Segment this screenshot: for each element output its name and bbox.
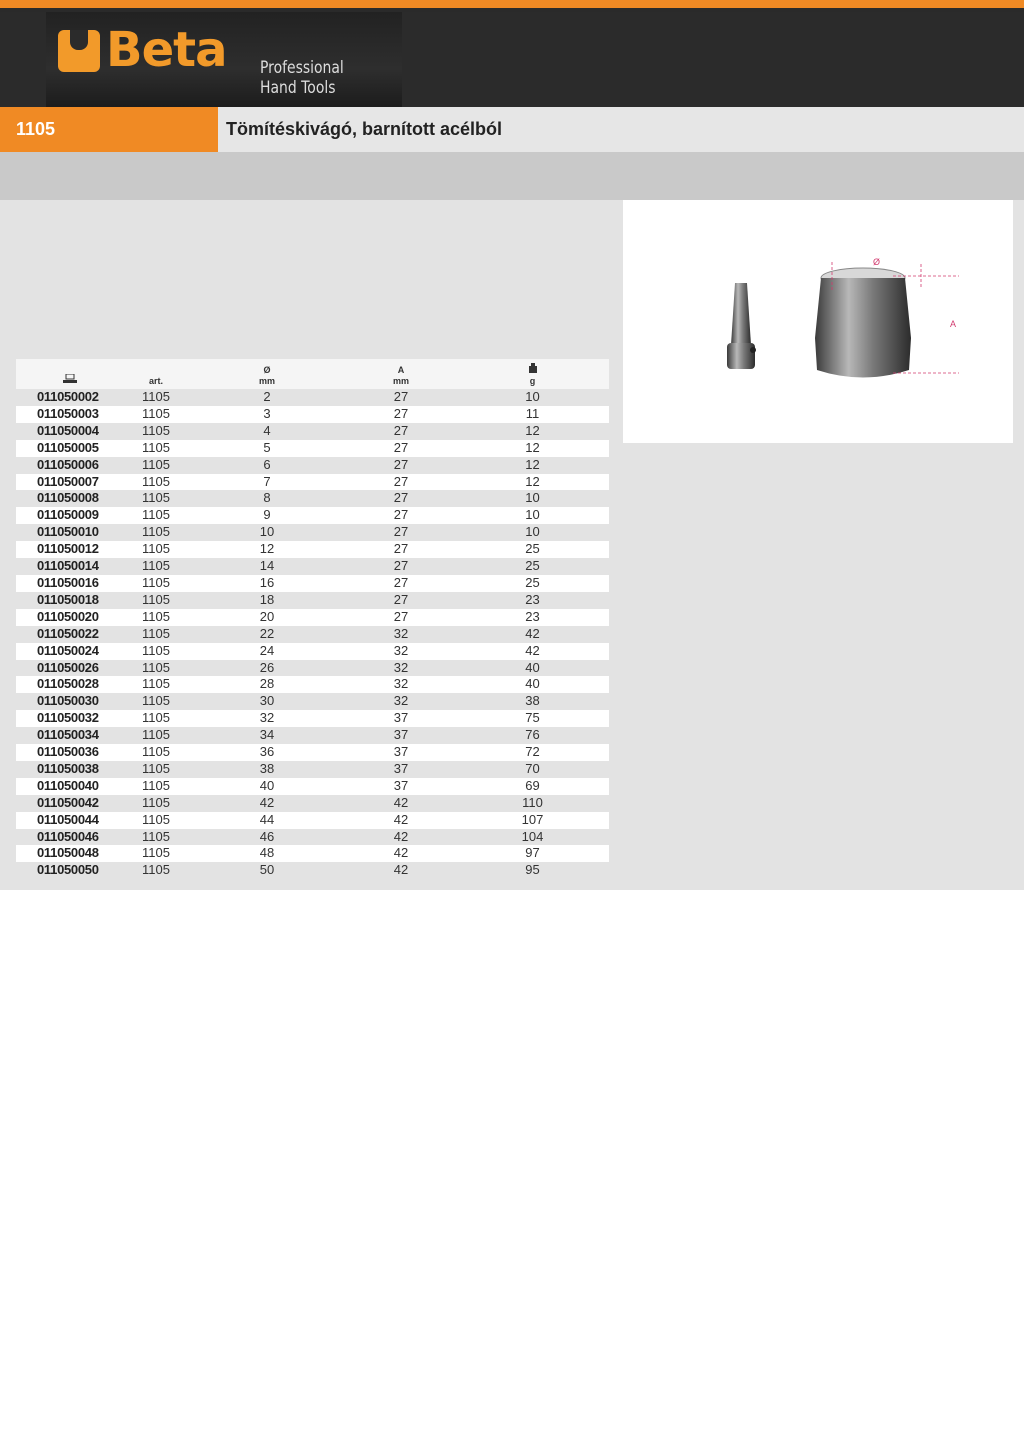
- table-row: [16, 457, 609, 474]
- cell-weight: 76: [525, 727, 540, 743]
- cell-height: 32: [393, 625, 409, 641]
- cell-diameter: 6: [263, 456, 271, 472]
- cell-code: 011050022: [37, 625, 99, 641]
- cell-height: 37: [393, 744, 409, 760]
- table-row: [16, 845, 609, 862]
- cell-code: 011050036: [37, 744, 99, 760]
- cell-code: 011050010: [37, 524, 99, 540]
- cell-code: 011050018: [37, 591, 99, 607]
- cell-article: 1105: [142, 541, 170, 557]
- table-row: [16, 676, 609, 693]
- cell-article: 1105: [142, 574, 170, 590]
- cell-diameter: 24: [259, 642, 275, 658]
- cell-height: 27: [393, 405, 409, 421]
- cell-weight: 12: [525, 456, 540, 472]
- cell-weight: 72: [525, 744, 540, 760]
- brand-name: Beta: [106, 22, 227, 78]
- cell-height: 37: [393, 760, 409, 776]
- cell-diameter: 30: [259, 693, 275, 709]
- table-row: [16, 524, 609, 541]
- cell-article: 1105: [142, 693, 170, 709]
- cell-diameter: 28: [259, 676, 275, 692]
- cell-diameter: 34: [259, 727, 275, 743]
- cell-weight: 107: [521, 811, 544, 827]
- column-header-art: art.: [148, 376, 163, 386]
- table-row: [16, 744, 609, 761]
- cell-weight: 10: [525, 490, 540, 506]
- cell-article: 1105: [142, 744, 170, 760]
- cell-height: 27: [393, 490, 409, 506]
- cell-weight: 110: [522, 794, 543, 810]
- cell-article: 1105: [142, 507, 170, 523]
- cell-diameter: 44: [259, 811, 275, 827]
- wrench-icon: [58, 30, 100, 72]
- cell-article: 1105: [142, 558, 170, 574]
- cell-diameter: 36: [259, 744, 275, 760]
- cell-code: 011050006: [37, 456, 99, 472]
- cell-height: 32: [393, 676, 409, 692]
- cell-weight: 40: [525, 676, 540, 692]
- cell-weight: 12: [525, 473, 540, 489]
- cell-height: 27: [393, 524, 409, 540]
- cell-diameter: 5: [263, 439, 271, 455]
- cell-diameter: 50: [259, 862, 275, 878]
- table-row: [16, 440, 609, 457]
- cell-code: 011050046: [37, 828, 99, 844]
- cell-code: 011050048: [37, 845, 99, 861]
- cell-article: 1105: [142, 710, 170, 726]
- catalog-code-icon: [63, 374, 77, 384]
- cell-diameter: 26: [259, 659, 275, 675]
- cell-diameter: 22: [259, 625, 275, 641]
- cell-diameter: 2: [263, 389, 271, 404]
- cell-diameter: 9: [263, 507, 271, 523]
- cell-diameter: 20: [259, 608, 275, 624]
- table-row: [16, 829, 609, 846]
- cell-diameter: 8: [263, 490, 271, 506]
- cell-height: 42: [393, 862, 409, 878]
- cell-weight: 12: [525, 422, 540, 438]
- table-row: [16, 490, 609, 507]
- cell-article: 1105: [142, 439, 170, 455]
- brand-tagline: Professional Hand Tools: [260, 58, 344, 98]
- cell-height: 42: [393, 828, 409, 844]
- table-row: [16, 474, 609, 491]
- cell-weight: 25: [525, 541, 540, 557]
- table-row: [16, 761, 609, 778]
- cell-article: 1105: [142, 490, 170, 506]
- cell-diameter: 10: [259, 524, 275, 540]
- cell-code: 011050014: [37, 558, 99, 574]
- cell-code: 011050026: [37, 659, 99, 675]
- cell-height: 32: [393, 693, 409, 709]
- cell-weight: 11: [525, 405, 540, 421]
- cell-code: 011050038: [37, 760, 99, 776]
- cell-diameter: 18: [259, 591, 275, 607]
- cell-code: 011050009: [37, 507, 99, 523]
- cell-diameter: 38: [259, 760, 275, 776]
- table-row: [16, 660, 609, 677]
- cell-height: 42: [393, 811, 409, 827]
- cell-code: 011050007: [37, 473, 99, 489]
- cell-article: 1105: [142, 828, 170, 844]
- cell-article: 1105: [142, 405, 170, 421]
- cell-diameter: 12: [259, 541, 275, 557]
- product-illustration: [623, 200, 1013, 443]
- cell-diameter: 40: [259, 777, 275, 793]
- cell-weight: 25: [525, 574, 540, 590]
- cell-diameter: 3: [263, 405, 271, 421]
- cell-code: 011050042: [37, 794, 99, 810]
- title-bar: [0, 107, 1024, 152]
- table-row: [16, 541, 609, 558]
- cell-weight: 70: [525, 760, 540, 776]
- cell-weight: 97: [525, 845, 540, 861]
- product-code: 1105: [0, 107, 218, 152]
- product-table: [16, 359, 609, 879]
- table-row: [16, 507, 609, 524]
- table-row: [16, 812, 609, 829]
- cell-height: 27: [393, 507, 409, 523]
- table-row: [16, 609, 609, 626]
- weight-icon: [529, 363, 537, 373]
- column-header-code: [16, 359, 124, 389]
- table-row: [16, 406, 609, 423]
- cell-weight: 23: [525, 608, 540, 624]
- cell-weight: 38: [525, 693, 540, 709]
- cell-article: 1105: [142, 845, 170, 861]
- cell-article: 1105: [142, 389, 170, 404]
- table-header-row: [16, 359, 609, 389]
- cell-article: 1105: [142, 794, 170, 810]
- table-row: [16, 558, 609, 575]
- cell-diameter: 46: [259, 828, 275, 844]
- table-row: [16, 389, 609, 406]
- cell-weight: 95: [525, 862, 540, 878]
- table-row: [16, 795, 609, 812]
- table-row: [16, 727, 609, 744]
- cell-height: 32: [393, 642, 409, 658]
- cell-weight: 10: [525, 524, 540, 540]
- cell-article: 1105: [142, 676, 170, 692]
- cell-height: 37: [393, 710, 409, 726]
- column-header-diameter: Ø mm: [258, 365, 275, 386]
- top-accent-bar: [0, 0, 1024, 12]
- cell-height: 27: [393, 541, 409, 557]
- cell-code: 011050024: [37, 642, 99, 658]
- cell-article: 1105: [142, 777, 170, 793]
- cell-article: 1105: [142, 659, 170, 675]
- cell-height: 27: [393, 591, 409, 607]
- cell-code: 011050004: [37, 422, 99, 438]
- cell-diameter: 7: [263, 473, 271, 489]
- cell-weight: 75: [525, 710, 540, 726]
- cell-code: 011050032: [37, 710, 99, 726]
- product-image: [623, 200, 1013, 443]
- cell-code: 011050016: [37, 574, 99, 590]
- header: [0, 12, 1024, 107]
- cell-code: 011050008: [37, 490, 99, 506]
- cell-code: 011050044: [37, 811, 99, 827]
- cell-diameter: 32: [259, 710, 275, 726]
- table-row: [16, 693, 609, 710]
- cell-height: 27: [393, 456, 409, 472]
- cell-article: 1105: [142, 608, 170, 624]
- cell-article: 1105: [142, 642, 170, 658]
- large-punch-icon: [815, 268, 911, 378]
- cell-height: 27: [393, 473, 409, 489]
- table-row: [16, 423, 609, 440]
- cell-code: 011050002: [37, 389, 99, 404]
- cell-weight: 104: [521, 828, 544, 844]
- cell-height: 27: [393, 439, 409, 455]
- cell-code: 011050028: [37, 676, 99, 692]
- cell-height: 27: [393, 608, 409, 624]
- cell-weight: 42: [525, 642, 540, 658]
- table-row: [16, 592, 609, 609]
- table-row: [16, 626, 609, 643]
- table-row: [16, 710, 609, 727]
- cell-weight: 23: [525, 591, 540, 607]
- cell-diameter: 16: [259, 574, 275, 590]
- cell-article: 1105: [142, 811, 170, 827]
- cell-height: 37: [393, 777, 409, 793]
- brand-logo: [46, 12, 402, 107]
- cell-weight: 10: [525, 507, 540, 523]
- cell-height: 27: [393, 574, 409, 590]
- cell-diameter: 14: [259, 558, 275, 574]
- column-header-weight: g: [456, 359, 609, 389]
- cell-diameter: 48: [259, 845, 275, 861]
- cell-article: 1105: [142, 456, 170, 472]
- cell-article: 1105: [142, 760, 170, 776]
- cell-article: 1105: [142, 422, 170, 438]
- cell-article: 1105: [142, 727, 170, 743]
- column-header-height: A mm: [392, 365, 409, 386]
- cell-height: 42: [393, 845, 409, 861]
- cell-weight: 12: [525, 439, 540, 455]
- cell-height: 42: [393, 794, 409, 810]
- cell-weight: 69: [525, 777, 540, 793]
- cell-article: 1105: [142, 591, 170, 607]
- diameter-label: Ø: [873, 257, 881, 267]
- cell-diameter: 4: [263, 422, 271, 438]
- cell-weight: 10: [525, 389, 540, 404]
- cell-article: 1105: [142, 473, 170, 489]
- cell-weight: 42: [525, 625, 540, 641]
- table-row: [16, 778, 609, 795]
- table-row: [16, 862, 609, 879]
- cell-article: 1105: [142, 524, 170, 540]
- cell-code: 011050005: [37, 439, 99, 455]
- cell-code: 011050012: [37, 541, 99, 557]
- cell-weight: 25: [525, 558, 540, 574]
- cell-code: 011050020: [37, 608, 99, 624]
- height-label: A: [950, 319, 957, 329]
- cell-height: 27: [393, 422, 409, 438]
- cell-code: 011050003: [37, 405, 99, 421]
- cell-height: 27: [393, 558, 409, 574]
- cell-height: 37: [393, 727, 409, 743]
- cell-height: 27: [393, 389, 409, 404]
- small-punch-icon: [727, 283, 756, 369]
- cell-article: 1105: [142, 625, 170, 641]
- cell-code: 011050034: [37, 727, 99, 743]
- cell-article: 1105: [142, 862, 170, 878]
- cell-diameter: 42: [259, 794, 275, 810]
- section-band: [0, 152, 1024, 200]
- table-row: [16, 575, 609, 592]
- cell-code: 011050040: [37, 777, 99, 793]
- table-row: [16, 643, 609, 660]
- product-title: Tömítéskivágó, barnított acélból: [226, 119, 503, 139]
- cell-code: 011050050: [37, 862, 99, 878]
- cell-code: 011050030: [37, 693, 99, 709]
- cell-weight: 40: [525, 659, 540, 675]
- cell-height: 32: [393, 659, 409, 675]
